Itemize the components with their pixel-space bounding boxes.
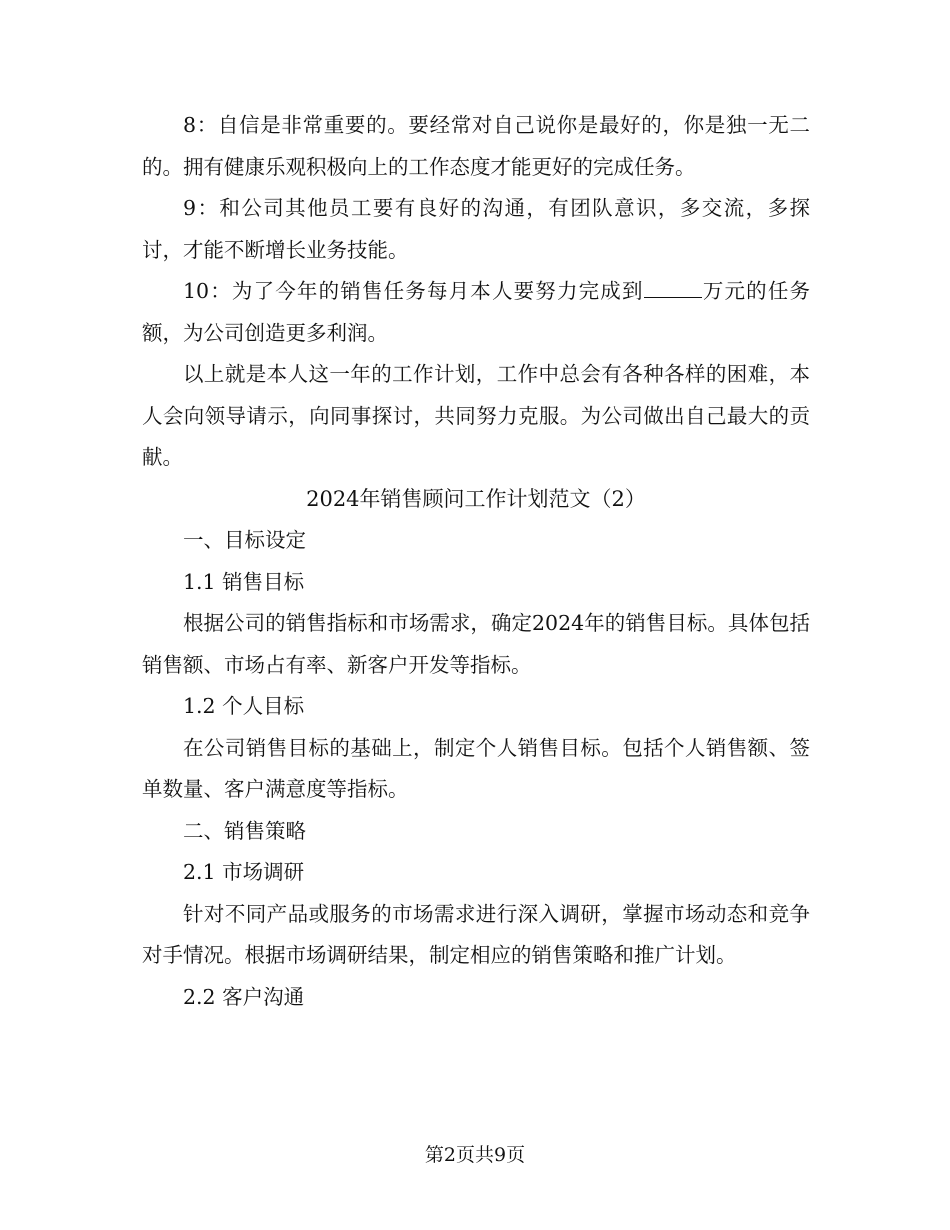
paragraph-market-research: 针对不同产品或服务的市场需求进行深入调研，掌握市场动态和竞争对手情况。根据市场调研结果，制定相应的销售策略和推广计划。	[142, 901, 810, 967]
heading-customer-communication: 2.2 客户沟通	[183, 984, 305, 1009]
paragraph-personal-target: 在公司销售目标的基础上，制定个人销售目标。包括个人销售额、签单数量、客户满意度等指标。	[142, 735, 810, 801]
item-10-text-before: 10：为了今年的销售任务每月本人要努力完成到	[183, 279, 644, 303]
heading-personal-target: 1.2 个人目标	[183, 694, 305, 718]
heading-sales-strategy: 二、销售策略	[183, 818, 306, 843]
document-body	[142, 105, 810, 1018]
paragraph-item-8: 8：自信是非常重要的。要经常对自己说你是最好的，你是独一无二的。拥有健康乐观积极向上的工作态度才能更好的完成任务。	[142, 113, 810, 179]
closing-paragraph: 以上就是本人这一年的工作计划，工作中总会有各种各样的困难，本人会向领导请示，向同事探讨，共同努力克服。为公司做出自己最大的贡献。	[142, 362, 810, 469]
heading-market-research: 2.1 市场调研	[183, 860, 305, 884]
heading-goal-setting: 一、目标设定	[183, 528, 306, 552]
section-title: 2024年销售顾问工作计划范文（2）	[306, 486, 646, 511]
page-number-footer: 第2页共9页	[424, 1144, 526, 1166]
paragraph-item-9: 9：和公司其他员工要有良好的沟通，有团队意识，多交流，多探讨，才能不断增长业务技能。	[142, 196, 810, 262]
paragraph-sales-target: 根据公司的销售指标和市场需求，确定2024年的销售目标。具体包括销售额、市场占有率、新客户开发等指标。	[142, 611, 810, 677]
heading-sales-target: 1.1 销售目标	[183, 569, 305, 594]
item-10-text-after: 万元的任务额，为公司创造更多利润。	[142, 279, 811, 345]
fill-in-blank	[644, 279, 702, 298]
paragraph-item-10	[142, 271, 810, 354]
